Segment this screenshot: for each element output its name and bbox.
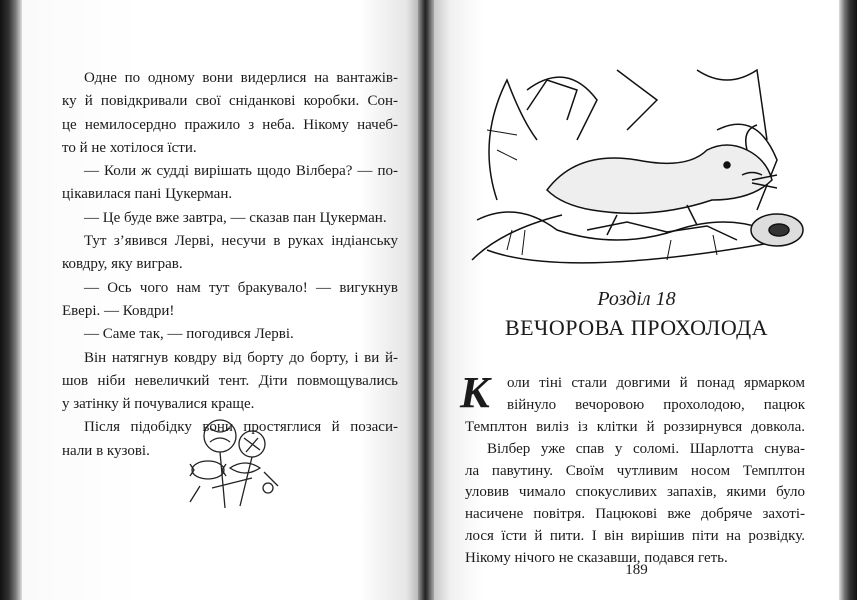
text-line: уловив чимало спокусливих запахів, якими було [465,484,805,501]
drop-cap: К [460,368,490,417]
text-line: цікавилася пані Цукерман. [62,186,233,203]
text-line: Тут з’явився Лерві, несучи в руках індіанську [84,233,398,250]
text-line: Після підобідку вони простяглися й позаси- [84,419,398,436]
text-line: ла павутину. Своїм чутливим носом Темплтон [465,462,805,479]
book-gutter [418,0,434,600]
right-page [434,0,839,600]
page-number: 189 [625,562,648,578]
text-line: це немилосердно пражило з неба. Нікому начеб- [62,116,398,133]
text-line: у затінку й почувалися краще. [62,396,255,413]
text-line: — Саме так, — погодився Лерві. [84,326,294,343]
text-line: Евері. — Ковдри! [62,302,175,319]
text-line: Одне по одному вони видерлися на вантажів- [84,70,398,86]
right-page-text [465,373,805,570]
text-line: ковдру, яку виграв. [62,256,183,273]
left-page [22,0,418,600]
book-edge-right [839,0,857,600]
left-page-text [62,67,398,463]
book-edge-left [0,0,22,600]
text-line: Вілбер уже спав у соломі. Шарлотта снува- [487,440,805,457]
text-line: насичене повітря. Пацюкові вже добряче захоті- [465,506,805,523]
text-line: нали в кузові. [62,442,150,459]
text-line: то й не хотілося їсти. [62,139,197,156]
text-line: — Ось чого нам тут бракувало! — вигукнув [84,279,398,296]
candy-decoration-illustration [180,408,290,513]
rat-templeton-illustration [467,50,807,280]
text-line: оли тіні стали довгими й понад ярмарком [507,375,805,391]
text-line: ку й повідкривали свої сніданкові коробки. Сон- [62,93,398,110]
text-line: — Це буде вже завтра, — сказав пан Цукерман. [84,209,387,226]
text-line: лося їсти й пити. І він вирішив піти на розвідку. [465,528,805,545]
chapter-number: Розділ 18 [597,288,676,310]
text-line: війнуло вечоровою прохолодою, пацюк [507,396,805,413]
chapter-title: ВЕЧОРОВА ПРОХОЛОДА [504,315,769,340]
text-line: Нікому нічого не сказавши, подався геть. [465,550,728,567]
text-line: Темплтон виліз із клітки й роззирнувся довкола. [465,418,805,435]
text-line: шов ніби невеличкий тент. Діти повмощувались [62,372,398,389]
text-line: — Коли ж судді вирішать щодо Вілбера? — по- [84,163,398,180]
text-line: Він натягнув ковдру від борту до борту, і ви й- [84,349,398,366]
